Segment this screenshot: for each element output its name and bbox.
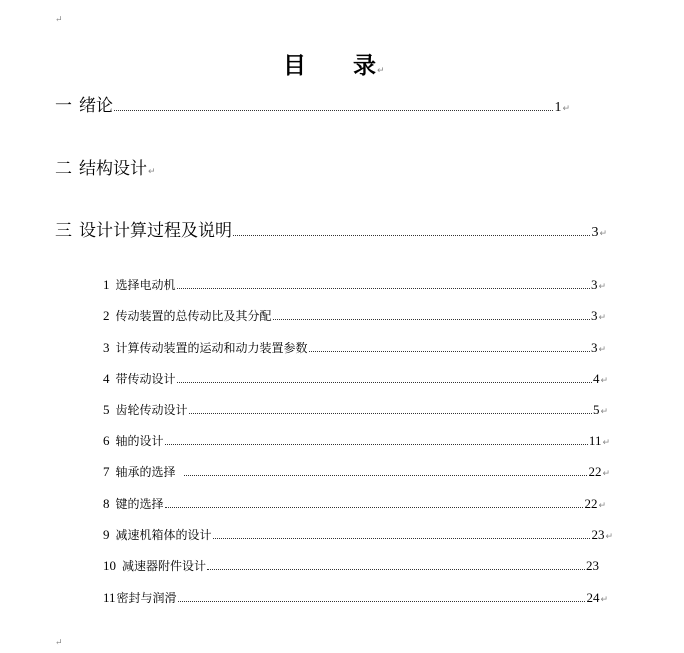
paragraph-mark: ↵ bbox=[598, 345, 606, 355]
toc-entry-page: 11 bbox=[588, 433, 602, 448]
paragraph-mark: ↵ bbox=[55, 638, 63, 648]
toc-entry-page: 3 bbox=[590, 308, 598, 323]
dot-leader bbox=[114, 109, 553, 111]
toc-entry-minor[interactable] bbox=[103, 339, 606, 356]
toc-entry-page: 4 bbox=[592, 371, 600, 386]
toc-entry-label: 减速机箱体的设计 bbox=[115, 528, 212, 542]
toc-entry-number: 二 bbox=[55, 159, 72, 179]
toc-entry-number: 9 bbox=[103, 527, 110, 542]
toc-entry-page: 3 bbox=[590, 277, 598, 292]
toc-entry-number: 4 bbox=[103, 371, 110, 386]
toc-entry-label: 带传动设计 bbox=[115, 372, 176, 386]
paragraph-mark: ↵ bbox=[598, 282, 606, 292]
paragraph-mark: ↵ bbox=[55, 15, 63, 25]
dot-leader bbox=[233, 234, 590, 236]
toc-entry-minor[interactable] bbox=[103, 276, 606, 293]
paragraph-mark: ↵ bbox=[377, 66, 385, 76]
toc-entry-major[interactable] bbox=[55, 91, 570, 116]
toc-entry-label: 键的选择 bbox=[115, 497, 164, 511]
dot-leader bbox=[165, 443, 588, 445]
toc-entry-label: 轴的设计 bbox=[115, 434, 164, 448]
toc-title bbox=[283, 47, 385, 80]
dot-leader bbox=[177, 287, 590, 289]
toc-entry-number: 2 bbox=[103, 308, 110, 323]
toc-entry-minor[interactable] bbox=[103, 401, 608, 418]
toc-entry-page: 23 bbox=[586, 558, 599, 573]
toc-entry-number: 7 bbox=[103, 464, 110, 479]
toc-entry-number: 10 bbox=[103, 558, 116, 573]
toc-entry-number: 三 bbox=[55, 221, 72, 241]
toc-entry-page: 22 bbox=[588, 464, 602, 479]
toc-entry-label: 结构设计 bbox=[79, 159, 147, 179]
toc-entry-number: 3 bbox=[103, 340, 110, 355]
toc-entry-label: 选择电动机 bbox=[115, 278, 176, 292]
dot-leader bbox=[309, 350, 590, 352]
paragraph-mark: ↵ bbox=[598, 501, 606, 511]
toc-entry-page: 5 bbox=[592, 402, 600, 417]
dot-leader bbox=[273, 318, 590, 320]
toc-entry-minor[interactable] bbox=[103, 495, 606, 512]
paragraph-mark: ↵ bbox=[600, 595, 608, 605]
dot-leader bbox=[165, 506, 584, 508]
toc-entry-number: 8 bbox=[103, 496, 110, 511]
toc-entry-page: 22 bbox=[584, 496, 598, 511]
toc-entry-label: 密封与润滑 bbox=[116, 591, 177, 605]
dot-leader bbox=[177, 381, 592, 383]
paragraph-mark: ↵ bbox=[600, 376, 608, 386]
toc-entry-label: 绪论 bbox=[79, 96, 113, 116]
dot-leader bbox=[178, 600, 586, 602]
toc-entry-label: 传动装置的总传动比及其分配 bbox=[115, 309, 272, 323]
toc-entry-minor[interactable] bbox=[103, 370, 608, 387]
toc-entry-page: 3 bbox=[590, 340, 598, 355]
paragraph-mark: ↵ bbox=[599, 229, 607, 239]
toc-entry-page: 1 bbox=[554, 100, 562, 115]
toc-entry-label: 减速器附件设计 bbox=[122, 559, 207, 573]
toc-entry-label: 计算传动装置的运动和动力装置参数 bbox=[115, 341, 308, 355]
toc-entry-label: 齿轮传动设计 bbox=[115, 403, 188, 417]
dot-leader bbox=[207, 568, 585, 570]
dot-leader bbox=[213, 537, 591, 539]
toc-entry-label: 轴承的选择 bbox=[115, 465, 176, 479]
paragraph-mark: ↵ bbox=[602, 438, 610, 448]
title-char-1: 目 bbox=[283, 53, 306, 79]
toc-entry-number: 5 bbox=[103, 402, 110, 417]
title-char-2: 录 bbox=[353, 53, 376, 79]
paragraph-mark: ↵ bbox=[598, 313, 606, 323]
toc-entry-label: 设计计算过程及说明 bbox=[79, 221, 232, 241]
toc-entry-number: 11 bbox=[103, 590, 116, 605]
dot-leader bbox=[184, 474, 588, 476]
toc-entry-page: 23 bbox=[591, 527, 605, 542]
toc-entry-number: 一 bbox=[55, 96, 72, 116]
toc-entry-minor[interactable] bbox=[103, 557, 599, 574]
paragraph-mark: ↵ bbox=[602, 469, 610, 479]
toc-entry-minor[interactable] bbox=[103, 307, 606, 324]
toc-entry-number: 6 bbox=[103, 433, 110, 448]
paragraph-mark: ↵ bbox=[600, 407, 608, 417]
toc-entry-minor[interactable] bbox=[103, 526, 613, 543]
toc-entry-page: 3 bbox=[591, 225, 599, 240]
toc-entry-minor[interactable] bbox=[103, 463, 610, 480]
toc-entry-minor[interactable] bbox=[103, 589, 608, 606]
paragraph-mark: ↵ bbox=[605, 532, 613, 542]
toc-entry-major[interactable] bbox=[55, 216, 607, 241]
toc-entry-number: 1 bbox=[103, 277, 110, 292]
paragraph-mark: ↵ bbox=[562, 104, 570, 114]
toc-entry-major[interactable] bbox=[55, 154, 156, 179]
toc-entry-minor[interactable] bbox=[103, 432, 610, 449]
paragraph-mark: ↵ bbox=[148, 167, 156, 177]
toc-entry-page: 24 bbox=[586, 590, 600, 605]
dot-leader bbox=[189, 412, 592, 414]
